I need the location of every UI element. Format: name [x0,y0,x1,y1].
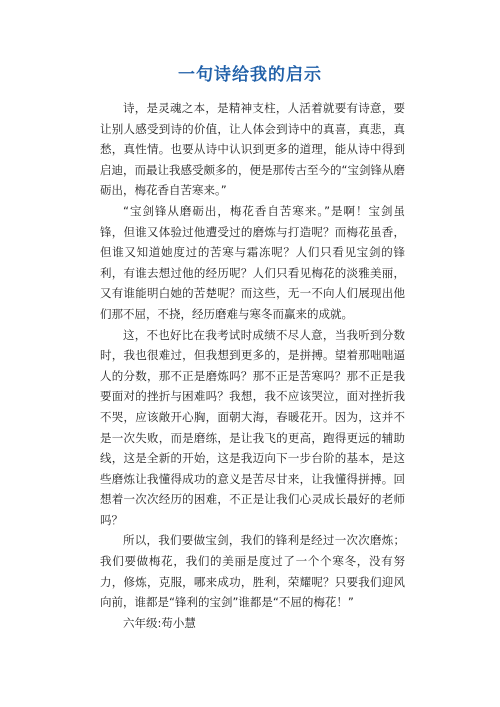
paragraph-1: 诗，是灵魂之本，是精神支柱，人活着就要有诗意，要让别人感受到诗的价值，让人体会到诗中的真喜，真悲，真愁，真性情。也要从诗中认识到更多的道理，能从诗中得到启迪，而最让我感受颇多的，便是那传古至今的“宝剑锋从磨砺出，梅花香自苦寒来。” [100,101,405,198]
paragraph-2: “宝剑锋从磨砺出，梅花香自苦寒来。”是啊！宝剑虽锋，但谁又体验过他遭受过的磨炼与打造呢？而梅花虽香，但谁又知道她度过的苦寒与霜冻呢？人们只看见宝剑的锋利，有谁去想过他的经历呢？人们只看见梅花的淡雅美丽，又有谁能明白她的苦楚呢？而这些，无一不向人们展现出他们那不屈，不挠，经历磨难与寒冬而赢来的成就。 [100,203,405,321]
paragraph-3: 这，不也好比在我考试时成绩不尽人意，当我听到分数时，我也很难过，但我想到更多的，是拼搏。望着那咄咄逼人的分数，那不正是磨炼吗？那不正是苦寒吗？那不正是我要面对的挫折与困难吗？我想，我不应该哭泣，面对挫折我不哭，应该敞开心胸，面朝大海，春暖花开。因为，这并不是一次失败，而是磨练，是让我飞的更高，跑得更远的辅助线，这是全新的开始，这是我迈向下一步台阶的基本，是这些磨炼让我懂得成功的意义是苦尽甘来，让我懂得拼搏。回想着一次次经历的困难，不正是让我们心灵成长最好的老师吗？ [100,327,405,527]
author-signature: 六年级:苟小慧 [123,615,196,630]
document-title: 一句诗给我的启示 [178,65,322,85]
essay-body [100,98,405,633]
paragraph-4: 所以，我们要做宝剑，我们的锋利是经过一次次磨炼；我们要做梅花，我们的美丽是度过了一个个寒冬，没有努力，修炼，克服，哪来成功，胜利，荣耀呢？只要我们迎风向前，谁都是“锋利的宝剑”谁都是“不屈的梅花！” [100,533,405,610]
